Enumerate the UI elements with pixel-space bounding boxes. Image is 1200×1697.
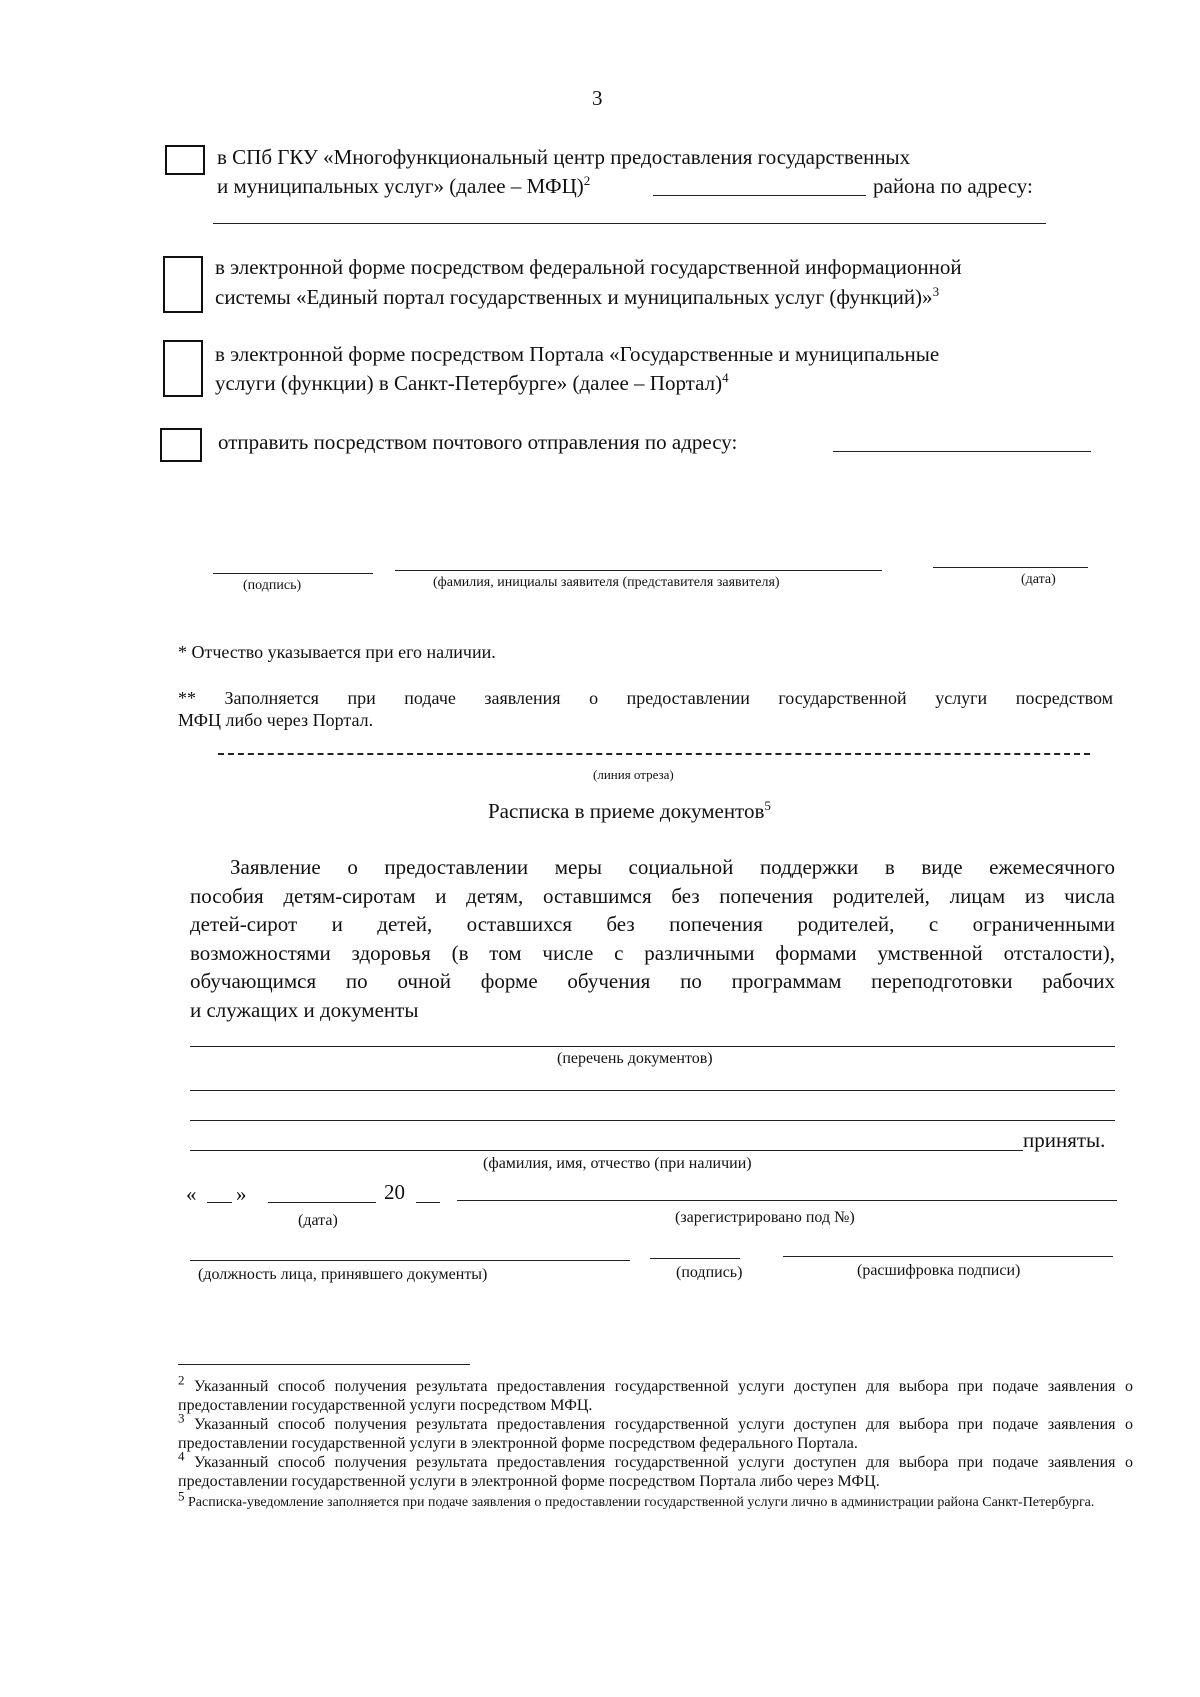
accepted-text: приняты. <box>1023 1128 1106 1152</box>
applicant-date-label: (дата) <box>1021 572 1056 587</box>
page-number: 3 <box>592 86 603 110</box>
registration-label: (зарегистрировано под №) <box>675 1209 855 1226</box>
receiver-sign-field[interactable] <box>650 1258 740 1259</box>
post-address-field[interactable] <box>833 451 1091 452</box>
receipt-title: Расписка в приеме документов$^5$ <box>488 798 771 823</box>
applicant-name-field[interactable] <box>395 570 882 571</box>
footnote-3: $^3$ Указанный способ получения результата предоставления государственной услуги доступен для выбора при подаче заявления о предоставлении государственной услуги в электронной форме посредством федерального Портала. <box>178 1410 1133 1452</box>
footnote-4: $^4$ Указанный способ получения результата предоставления государственной услуги доступен для выбора при подаче заявления о предоставлении государственной услуги в электронной форме посредством Портала либо через МФЦ. <box>178 1448 1133 1490</box>
date-day-field[interactable] <box>207 1202 232 1203</box>
applicant-fio-label: (фамилия, имя, отчество (при наличии) <box>483 1155 752 1172</box>
date-quote-close: » <box>236 1182 247 1206</box>
option-epgu-line1: в электронной форме посредством федеральной государственной информационной <box>215 255 962 279</box>
date-quote-open: « <box>186 1182 197 1206</box>
option-portal-line2: услуги (функции) в Санкт-Петербурге» (далее – Портал)$^4$ <box>215 370 729 395</box>
applicant-name-label: (фамилия, инициалы заявителя (представителя заявителя) <box>433 575 780 590</box>
note-fill-condition: ** Заполняется при подаче заявления о предоставлении государственной услуги посредством МФЦ либо через Портал. <box>178 688 1113 730</box>
receiver-decode-field[interactable] <box>783 1256 1113 1257</box>
option-portal-checkbox[interactable] <box>163 340 203 397</box>
footnote-separator <box>178 1364 470 1365</box>
footnote-2: $^2$ Указанный способ получения результата предоставления государственной услуги доступен для выбора при подаче заявления о предоставлении государственной услуги посредством МФЦ. <box>178 1372 1133 1414</box>
receiver-position-field[interactable] <box>190 1260 630 1261</box>
option-epgu-line2: системы «Единый портал государственных и муниципальных услуг (функций)»$^3$ <box>215 284 940 309</box>
date-year-field[interactable] <box>416 1202 440 1203</box>
date-year-prefix: 20 <box>384 1180 405 1204</box>
footnote-5: $^5$ Расписка-уведомление заполняется при подаче заявления о предоставлении государственной услуги лично в администрации района Санкт-Петербурга. <box>178 1488 1095 1510</box>
footnotes <box>178 1372 1133 1512</box>
applicant-sign-field[interactable] <box>213 573 373 574</box>
option-mfc-line1: в СПб ГКУ «Многофункциональный центр предоставления государственных <box>217 145 911 169</box>
receipt-date-label: (дата) <box>298 1212 338 1229</box>
note-patronymic: * Отчество указывается при его наличии. <box>178 642 496 662</box>
applicant-fio-field[interactable] <box>190 1150 1023 1151</box>
applicant-sign-label: (подпись) <box>243 578 302 593</box>
cut-line <box>218 753 1090 755</box>
option-portal-line1: в электронной форме посредством Портала «Государственные и муниципальные <box>215 342 940 366</box>
mfc-address-field[interactable] <box>213 223 1046 224</box>
option-post-line1: отправить посредством почтового отправления по адресу: <box>218 430 738 454</box>
date-month-field[interactable] <box>268 1202 376 1203</box>
receiver-sign-label: (подпись) <box>676 1264 743 1281</box>
option-mfc-line2: и муниципальных услуг» (далее – МФЦ)$^2$ <box>217 173 591 198</box>
documents-list-label: (перечень документов) <box>557 1050 713 1067</box>
documents-list-field-1[interactable] <box>190 1046 1115 1047</box>
applicant-date-field[interactable] <box>933 567 1088 568</box>
option-mfc-suffix: района по адресу: <box>873 174 1033 198</box>
receiver-decode-label: (расшифровка подписи) <box>857 1262 1021 1279</box>
receiver-position-label: (должность лица, принявшего документы) <box>198 1266 488 1283</box>
receipt-body: Заявление о предоставлении меры социальной поддержки в виде ежемесячного пособия детям-сиротам и детям, оставшимся без попечения родителей, лицам из числа детей-сирот и детей, оставшихся без попечения родителей, с ограниченными возможностями здоровья (в том числе с различными формами умственной отсталости), обучающимся по очной форме обучения по программам переподготовки рабочих и служащих и документы <box>190 855 1115 1022</box>
option-post-checkbox[interactable] <box>160 428 202 462</box>
registration-number-field[interactable] <box>457 1200 1117 1201</box>
mfc-district-field[interactable] <box>653 195 866 196</box>
option-epgu-checkbox[interactable] <box>163 256 203 313</box>
option-mfc-checkbox[interactable] <box>165 145 205 175</box>
documents-list-field-2[interactable] <box>190 1090 1115 1091</box>
cut-line-label: (линия отреза) <box>593 767 674 782</box>
documents-list-field-3[interactable] <box>190 1120 1115 1121</box>
